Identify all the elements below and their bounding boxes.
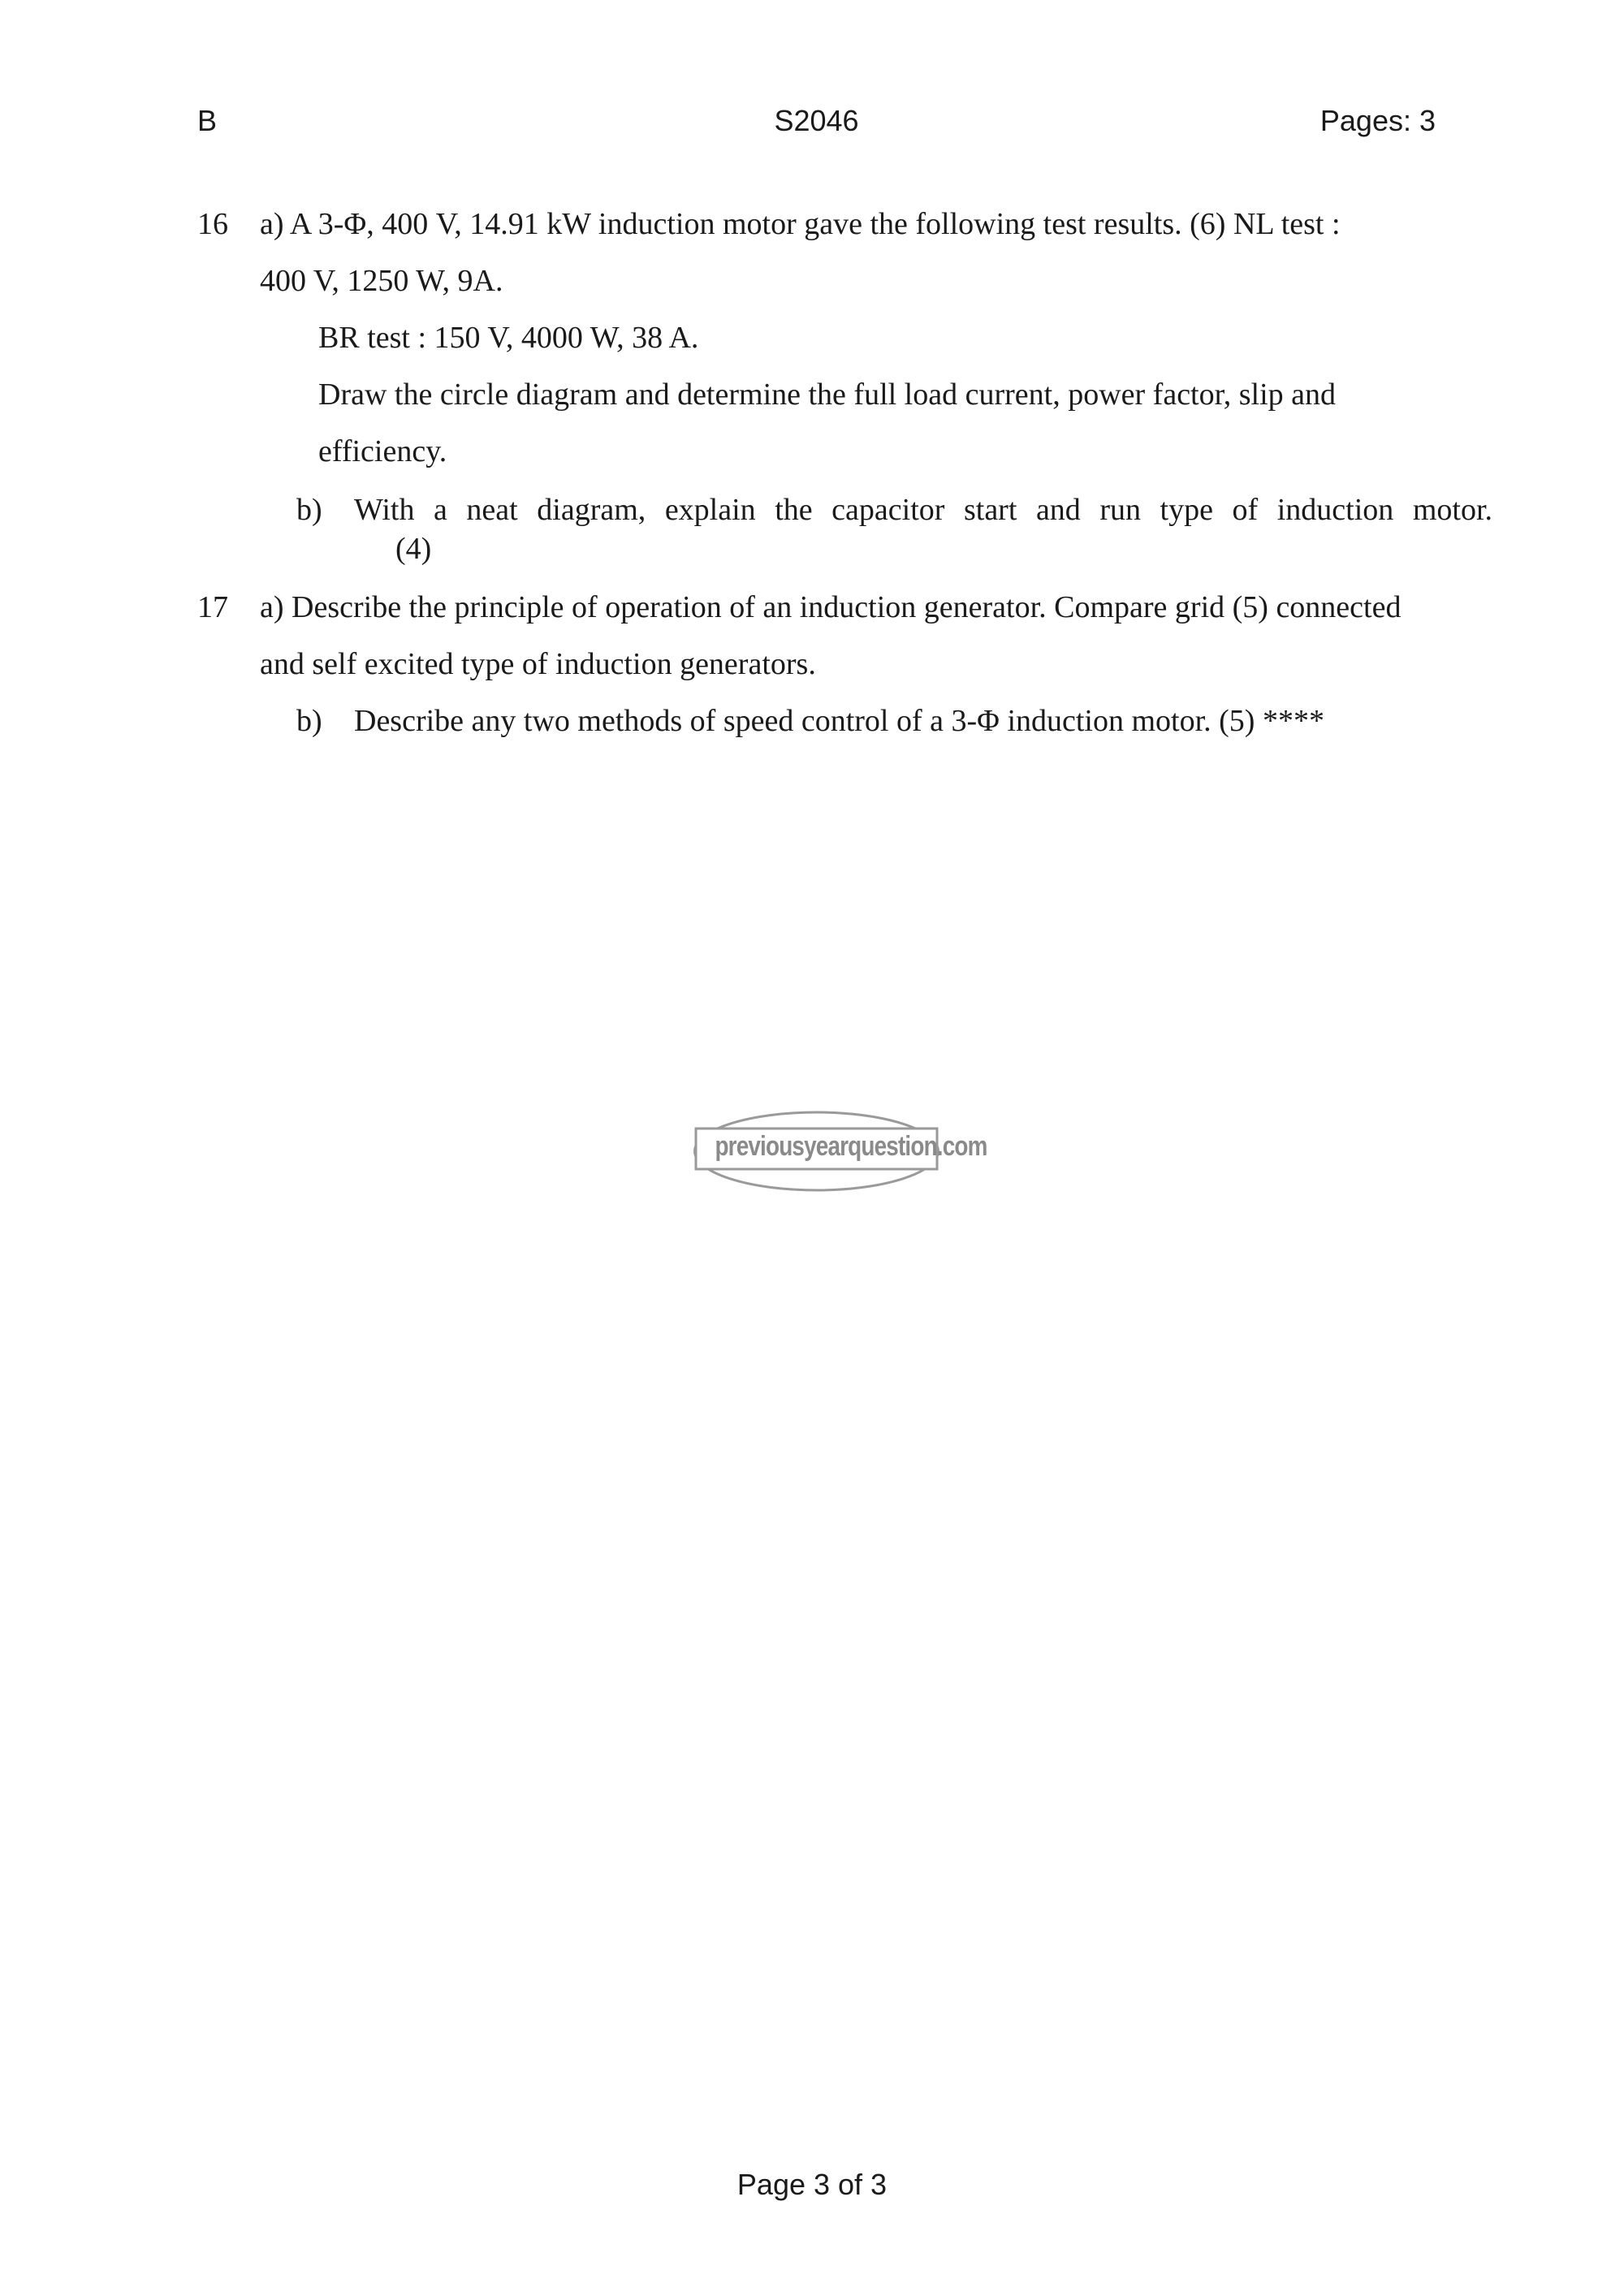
watermark-logo: [693, 1111, 987, 1192]
question-16a-line3: BR test : 150 V, 4000 W, 38 A.: [318, 321, 699, 355]
question-17b-text: Describe any two methods of speed control of a 3-Φ induction motor. (5) ****: [354, 704, 1324, 738]
question-16b-marks: (4): [395, 532, 432, 566]
question-16b-label: b): [296, 493, 322, 527]
question-16b-text: With a neat diagram, explain the capacitor start and run type of induction motor.: [354, 493, 1492, 527]
question-16a-line4: Draw the circle diagram and determine the full load current, power factor, slip and: [318, 378, 1337, 412]
page-footer: Page 3 of 3: [736, 2168, 888, 2201]
paper-code: S2046: [774, 104, 859, 137]
question-number: 17: [197, 590, 228, 624]
page-count: Pages: 3: [1320, 104, 1436, 137]
question-number: 16: [197, 207, 228, 241]
page-header: [197, 104, 1436, 145]
question-16a-line5: efficiency.: [318, 434, 447, 468]
question-16a-line2: 400 V, 1250 W, 9A.: [260, 264, 503, 298]
question-16a-line1: a) A 3-Φ, 400 V, 14.91 kW induction motor gave the following test results. (6) NL test :: [260, 207, 1341, 241]
watermark-text: previousyearquestion.com: [715, 1131, 987, 1162]
question-17a-line1: a) Describe the principle of operation of an induction generator. Compare grid (5) connected: [260, 590, 1402, 624]
question-17a-line2: and self excited type of induction generators.: [260, 647, 816, 681]
series-letter: B: [197, 104, 218, 137]
question-17b-label: b): [296, 704, 322, 738]
